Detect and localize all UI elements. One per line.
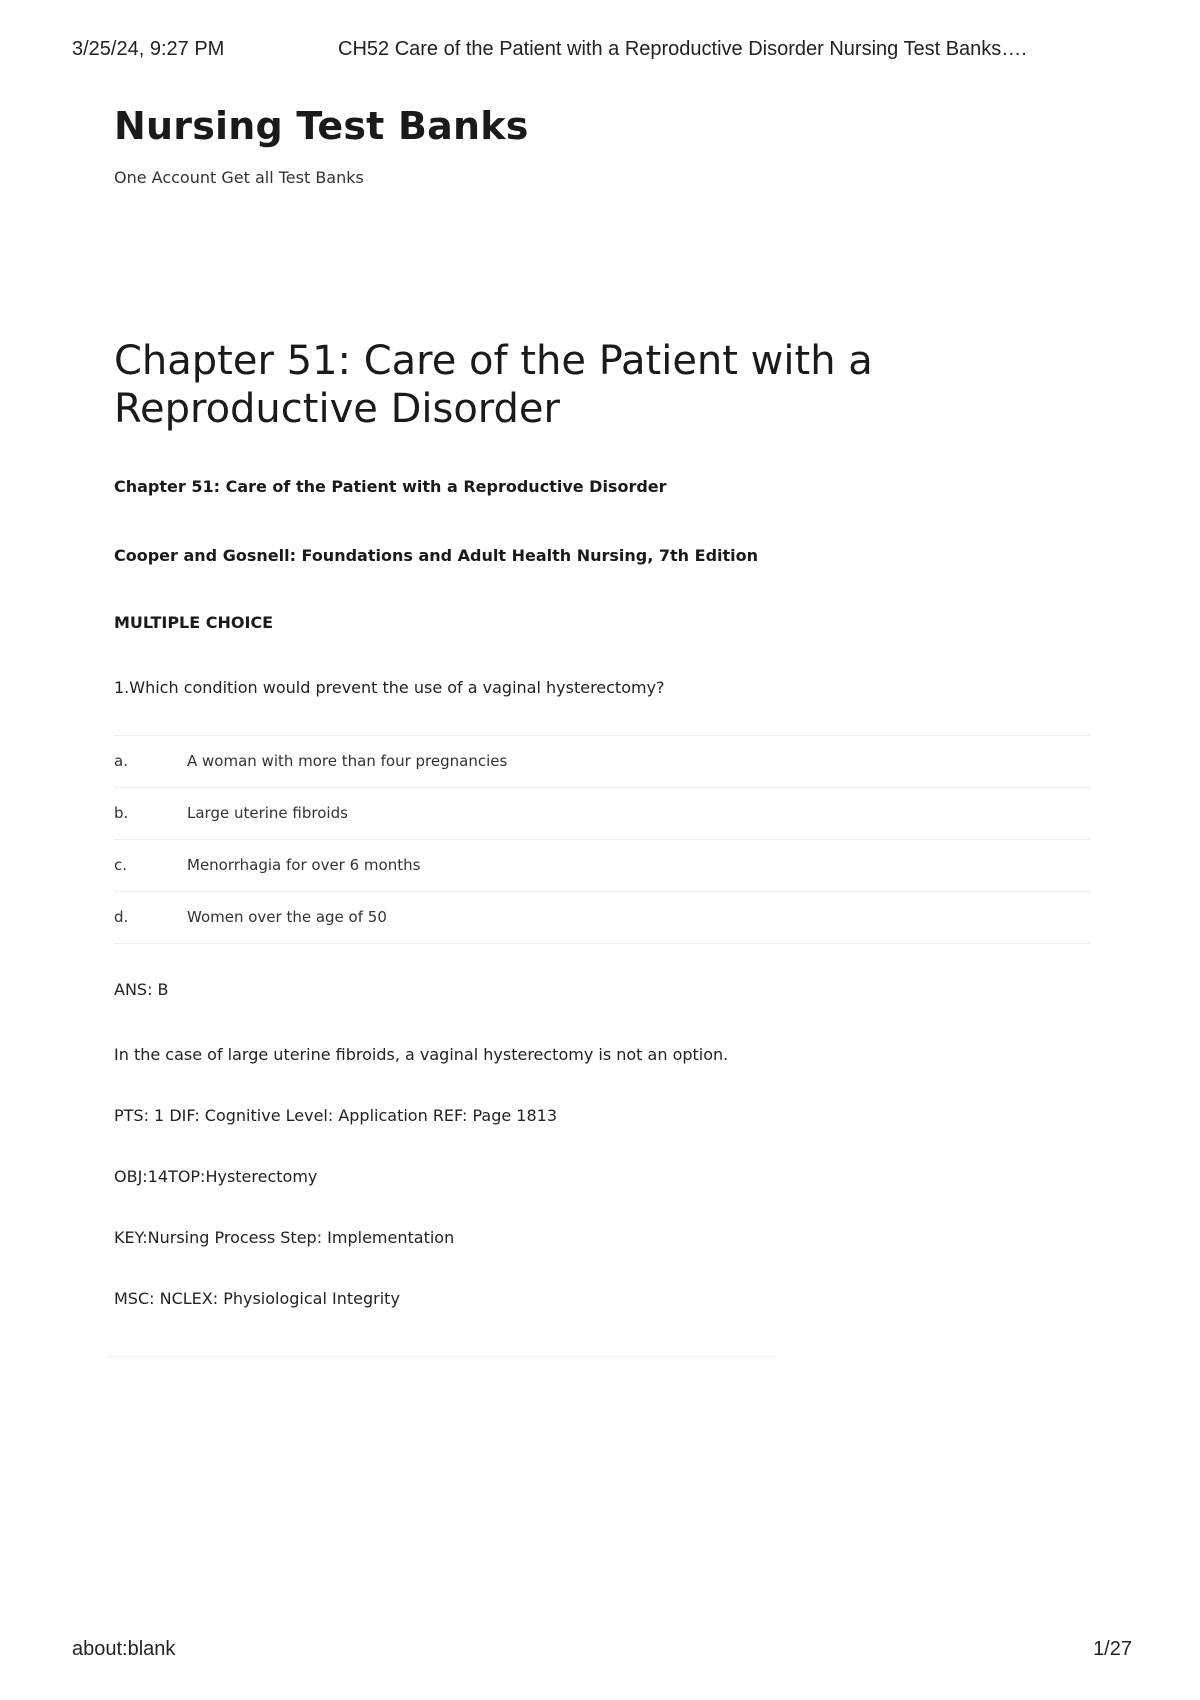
- page-number: 1/27: [1093, 1638, 1132, 1660]
- option-text: A woman with more than four pregnancies: [187, 752, 508, 771]
- meta-points: PTS: 1 DIF: Cognitive Level: Application REF: Page 1813: [114, 1105, 558, 1125]
- option-row: [114, 891, 1090, 943]
- option-letter: c.: [114, 856, 128, 875]
- question-text: 1.Which condition would prevent the use of a vaginal hysterectomy?: [114, 677, 665, 697]
- article-title: Chapter 51: Care of the Patient with a Reproductive Disorder: [114, 337, 873, 432]
- rationale-text: In the case of large uterine fibroids, a vaginal hysterectomy is not an option.: [114, 1044, 729, 1064]
- option-row: [114, 787, 1090, 839]
- chapter-subtitle: Chapter 51: Care of the Patient with a Reproductive Disorder: [114, 476, 667, 496]
- site-tagline: One Account Get all Test Banks: [114, 167, 364, 187]
- print-document-title: CH52 Care of the Patient with a Reproductive Disorder Nursing Test Banks….: [338, 38, 1027, 60]
- meta-key: KEY:Nursing Process Step: Implementation: [114, 1227, 455, 1247]
- site-title[interactable]: Nursing Test Banks: [114, 104, 529, 148]
- page-content: [114, 104, 1094, 1357]
- option-text: Menorrhagia for over 6 months: [187, 856, 421, 875]
- meta-msc: MSC: NCLEX: Physiological Integrity: [114, 1288, 400, 1308]
- meta-objective: OBJ:14TOP:Hysterectomy: [114, 1166, 318, 1186]
- book-title: Cooper and Gosnell: Foundations and Adult Health Nursing, 7th Edition: [114, 545, 759, 565]
- print-url: about:blank: [72, 1638, 176, 1660]
- option-letter: d.: [114, 908, 129, 927]
- option-text: Women over the age of 50: [187, 908, 387, 927]
- option-letter: b.: [114, 804, 129, 823]
- section-label: MULTIPLE CHOICE: [114, 612, 274, 632]
- option-text: Large uterine fibroids: [187, 804, 348, 823]
- option-row: [114, 839, 1090, 891]
- option-row: [114, 735, 1090, 787]
- print-datetime: 3/25/24, 9:27 PM: [72, 38, 225, 60]
- answer-key: ANS: B: [114, 979, 169, 999]
- answer-options-table: [114, 735, 1090, 944]
- option-letter: a.: [114, 752, 128, 771]
- section-divider: [106, 1356, 776, 1357]
